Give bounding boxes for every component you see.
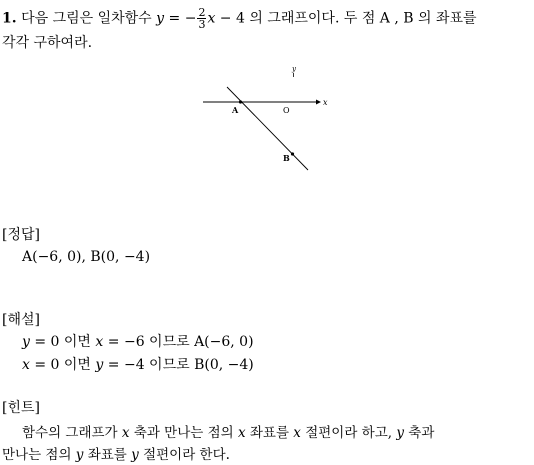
eq-x: x	[207, 10, 216, 27]
hint-line-2	[2, 446, 230, 464]
hint-line-1	[22, 424, 434, 442]
hint-1-x1: x	[121, 425, 130, 441]
problem-text-before: 다음 그림은 일차함수	[21, 10, 152, 27]
problem-number: 1.	[2, 10, 17, 27]
eq-rest: − 4	[215, 10, 245, 27]
hint-1-b: 축과 만나는 점의	[129, 425, 238, 441]
origin-label: O	[283, 106, 290, 115]
hint-2-a: 만나는 점의	[2, 447, 76, 463]
hint-2-y1: y	[75, 447, 84, 463]
point-a-dot	[239, 100, 242, 103]
hint-1-d: 절편이라 하고,	[300, 425, 397, 441]
hint-2-y2: y	[131, 447, 139, 463]
function-graph	[195, 60, 340, 175]
expl-2-b: = −4 이므로 B(0, −4)	[103, 357, 254, 373]
y-axis-label: y	[292, 65, 296, 73]
expl-2-var: x	[22, 357, 30, 373]
eq-var: y	[156, 10, 165, 27]
explanation-line-2	[22, 356, 254, 374]
answer-text: A(−6, 0), B(0, −4)	[22, 249, 151, 265]
hint-1-x2: x	[237, 425, 246, 441]
explanation-header: [해설]	[2, 312, 40, 328]
point-b-label: B	[283, 153, 290, 163]
expl-2-var2: y	[95, 357, 104, 373]
hint-2-c: 절편이라 한다.	[138, 447, 230, 463]
function-line	[227, 87, 308, 170]
point-b-dot	[291, 152, 294, 155]
expl-1-var: y	[22, 334, 30, 350]
expl-1-a: = 0 이면	[29, 334, 96, 350]
eq-equals: = −	[164, 10, 197, 27]
hint-1-c: 좌표를	[245, 425, 294, 441]
expl-1-var2: x	[95, 334, 104, 350]
hint-header: [힌트]	[2, 400, 40, 416]
hint-1-e: 축과	[403, 425, 435, 441]
problem-line-1	[2, 7, 477, 30]
x-axis-label: x	[323, 98, 328, 107]
hint-1-y1: y	[396, 425, 404, 441]
explanation-line-1	[22, 333, 254, 351]
problem-text-after: 의 그래프이다. 두 점 A , B 의 좌표를	[249, 10, 477, 27]
expl-2-a: = 0 이면	[29, 357, 96, 373]
hint-2-b: 좌표를	[83, 447, 132, 463]
problem-line-2: 각각 구하여라.	[2, 35, 93, 51]
fraction	[197, 7, 206, 30]
fraction-denominator: 3	[198, 18, 206, 31]
answer-header: [정답]	[2, 227, 40, 243]
x-axis-arrow	[316, 100, 321, 105]
fraction-numerator: 2	[198, 6, 206, 19]
expl-1-b: = −6 이므로 A(−6, 0)	[103, 334, 254, 350]
hint-1-a: 함수의 그래프가	[22, 425, 122, 441]
hint-1-x3: x	[293, 425, 301, 441]
point-a-label: A	[232, 105, 239, 115]
